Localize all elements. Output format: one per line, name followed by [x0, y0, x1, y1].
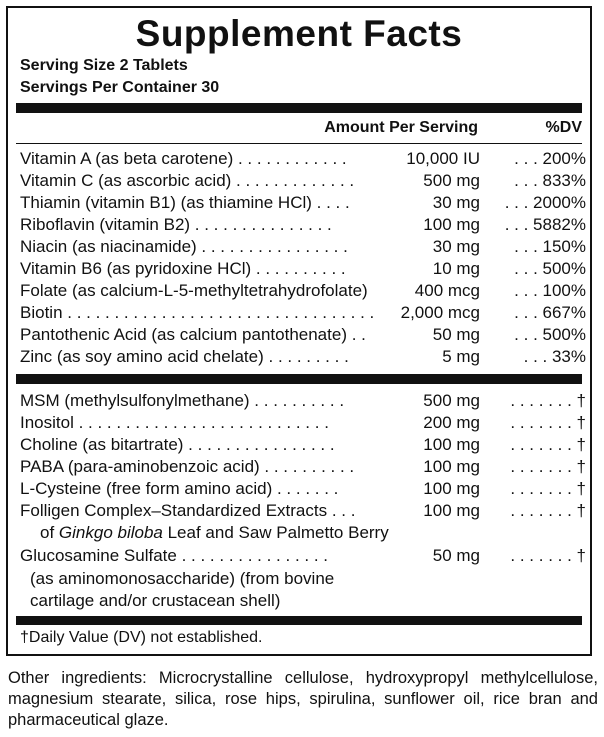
- ingredient-name: Inositol . . . . . . . . . . . . . . . . . . . . . . . . . . .: [20, 413, 329, 432]
- nutrient-dv: . . . 500%: [514, 325, 586, 344]
- ingredient-amount: 100 mg: [423, 457, 480, 476]
- nutrient-row: [20, 280, 586, 302]
- nutrient-name: Vitamin A (as beta carotene) . . . . . . . . . . . .: [20, 149, 347, 168]
- nutrient-dv: . . . 500%: [514, 259, 586, 278]
- ingredient-dv: . . . . . . . †: [510, 391, 586, 410]
- ingredient-amount: 50 mg: [432, 546, 480, 565]
- ingredient-amount: 200 mg: [423, 413, 480, 432]
- nutrient-dv: . . . 200%: [514, 149, 586, 168]
- ingredient-dv: . . . . . . . †: [510, 435, 586, 454]
- nutrient-row: [20, 324, 586, 346]
- supplement-facts-panel: [6, 6, 592, 656]
- nutrient-name: Vitamin C (as ascorbic acid) . . . . . . . . . . . . .: [20, 171, 355, 190]
- thick-divider-top: [16, 103, 582, 113]
- nutrient-row: [20, 236, 586, 258]
- ingredient-amount: 100 mg: [423, 479, 480, 498]
- ingredient-dv: . . . . . . . †: [510, 413, 586, 432]
- glucosamine-description-2: cartilage and/or crustacean shell): [30, 591, 281, 610]
- ingredient-row: [20, 456, 586, 478]
- nutrient-amount: 10 mg: [432, 259, 480, 278]
- ingredient-row: [20, 390, 586, 412]
- folligen-desc-prefix: of: [40, 523, 59, 542]
- nutrient-dv: . . . 100%: [514, 281, 586, 300]
- nutrient-dv: . . . 833%: [514, 171, 586, 190]
- ginkgo-biloba-text: Ginkgo biloba: [58, 523, 163, 542]
- nutrient-amount: 10,000 IU: [406, 149, 480, 168]
- ingredient-row: [20, 500, 586, 522]
- nutrient-name: Pantothenic Acid (as calcium pantothenate) . .: [20, 325, 366, 344]
- ingredient-name: Choline (as bitartrate) . . . . . . . . . . . . . . . .: [20, 435, 335, 454]
- nutrient-amount: 100 mg: [423, 215, 480, 234]
- ingredient-row: [20, 545, 586, 567]
- ingredient-amount: 100 mg: [423, 501, 480, 520]
- nutrient-name: Zinc (as soy amino acid chelate) . . . . . . . . .: [20, 347, 349, 366]
- nutrient-amount: 5 mg: [442, 347, 480, 366]
- nutrient-name: Niacin (as niacinamide) . . . . . . . . . . . . . . . .: [20, 237, 348, 256]
- nutrient-dv: . . . 667%: [514, 303, 586, 322]
- ingredient-name: PABA (para-aminobenzoic acid) . . . . . . . . . .: [20, 457, 355, 476]
- ingredient-name: L-Cysteine (free form amino acid) . . . . . . .: [20, 479, 339, 498]
- nutrient-amount: 50 mg: [432, 325, 480, 344]
- ingredient-amount: 500 mg: [423, 391, 480, 410]
- ingredient-dv: . . . . . . . †: [510, 479, 586, 498]
- ingredient-amount: 100 mg: [423, 435, 480, 454]
- dv-footnote: †Daily Value (DV) not established.: [20, 629, 263, 646]
- header-divider: [16, 143, 582, 144]
- dv-header: %DV: [545, 119, 582, 136]
- nutrient-name: Vitamin B6 (as pyridoxine HCl) . . . . . . . . . .: [20, 259, 346, 278]
- glucosamine-description-1: (as aminomonosaccharide) (from bovine: [30, 569, 335, 588]
- nutrient-row: [20, 192, 586, 214]
- panel-title: Supplement Facts: [135, 13, 463, 54]
- nutrient-name: Folate (as calcium-L-5-methyltetrahydrofolate): [20, 281, 368, 300]
- nutrient-dv: . . . 33%: [523, 347, 586, 366]
- nutrient-row: [20, 148, 586, 170]
- ingredient-dv: . . . . . . . †: [510, 501, 586, 520]
- nutrient-name: Thiamin (vitamin B1) (as thiamine HCl) . . . .: [20, 193, 350, 212]
- amount-per-serving-header: Amount Per Serving: [324, 119, 478, 136]
- thick-divider-bottom: [16, 616, 582, 625]
- ingredient-name: Folligen Complex–Standardized Extracts . . .: [20, 501, 356, 520]
- nutrient-row: [20, 302, 586, 324]
- nutrient-name: Riboflavin (vitamin B2) . . . . . . . . . . . . . . .: [20, 215, 332, 234]
- folligen-desc-suffix: Leaf and Saw Palmetto Berry: [162, 523, 389, 542]
- nutrient-amount: 400 mcg: [414, 281, 480, 300]
- nutrient-row: [20, 170, 586, 192]
- ingredient-row: [20, 412, 586, 434]
- nutrient-amount: 500 mg: [423, 171, 480, 190]
- nutrient-amount: 30 mg: [432, 193, 480, 212]
- nutrient-row: [20, 346, 586, 368]
- serving-size: Serving Size 2 Tablets: [20, 57, 188, 74]
- ingredient-dv: . . . . . . . †: [510, 546, 586, 565]
- ingredient-name: Glucosamine Sulfate . . . . . . . . . . . . . . . .: [20, 546, 329, 565]
- ingredient-row: [20, 478, 586, 500]
- other-ingredients: Other ingredients: Microcrystalline cellulose, hydroxypropyl methylcellulose, magnesium stearate, silica, rose hips, spirulina, sunflower oil, rice bran and pharmaceutical glaze.: [8, 669, 598, 729]
- ingredient-name: MSM (methylsulfonylmethane) . . . . . . . . . .: [20, 391, 345, 410]
- nutrient-name: Biotin . . . . . . . . . . . . . . . . . . . . . . . . . . . . . . . . .: [20, 303, 375, 322]
- nutrient-dv: . . . 2000%: [504, 193, 586, 212]
- nutrient-dv: . . . 150%: [514, 237, 586, 256]
- ingredient-dv: . . . . . . . †: [510, 457, 586, 476]
- nutrient-row: [20, 214, 586, 236]
- thick-divider-middle: [16, 374, 582, 384]
- servings-per-container: Servings Per Container 30: [20, 79, 220, 96]
- folligen-description: [40, 522, 389, 544]
- nutrient-amount: 30 mg: [432, 237, 480, 256]
- nutrient-amount: 2,000 mcg: [400, 303, 480, 322]
- nutrient-dv: . . . 5882%: [504, 215, 586, 234]
- ingredient-row: [20, 434, 586, 456]
- nutrient-row: [20, 258, 586, 280]
